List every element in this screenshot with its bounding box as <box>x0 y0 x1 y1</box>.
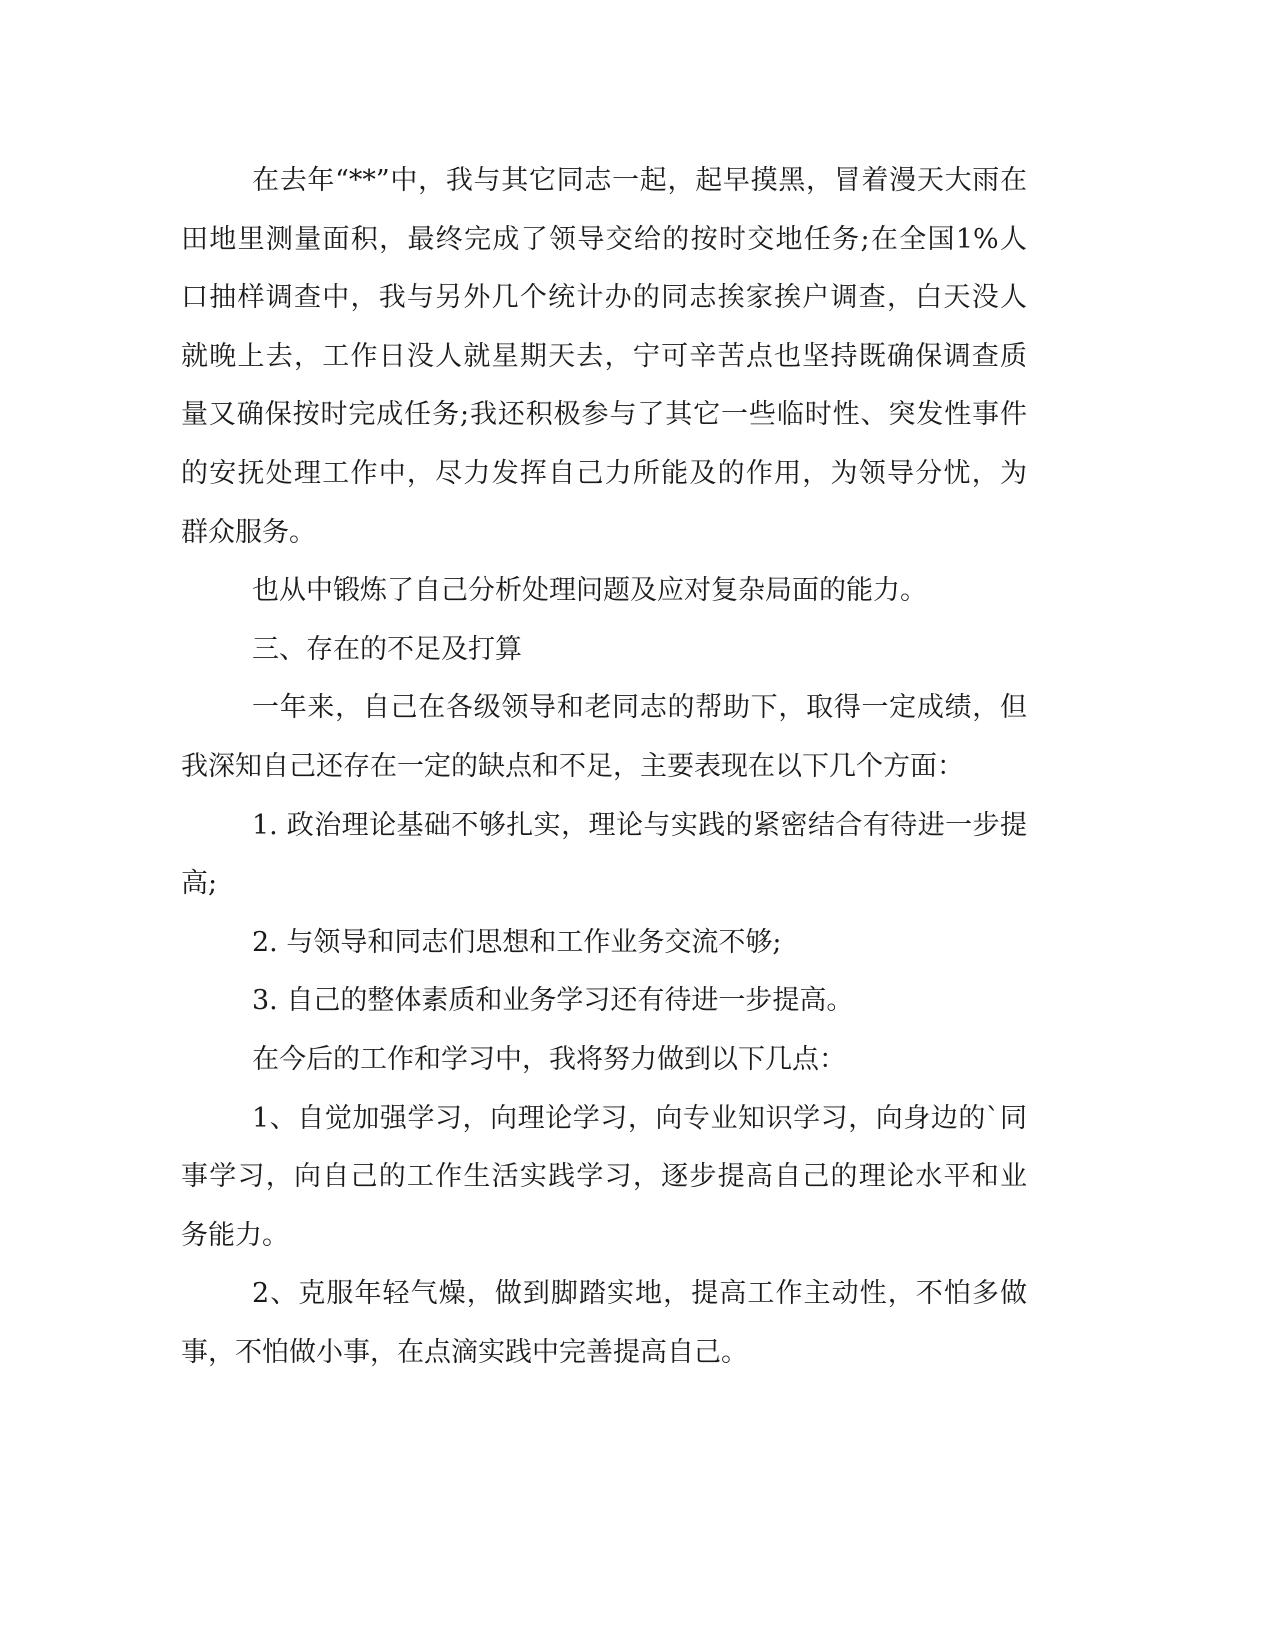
text-line: 一年来，自己在各级领导和老同志的帮助下，取得一定成绩，但 <box>252 692 1027 724</box>
text-line: 就晚上去，工作日没人就星期天去，宁可辛苦点也坚持既确保调查质 <box>181 340 1027 372</box>
text-line: 口抽样调查中，我与另外几个统计办的同志挨家挨户调查，白天没人 <box>181 282 1027 314</box>
text-line: 群众服务。 <box>181 516 316 548</box>
text-line: 的安抚处理工作中，尽力发挥自己力所能及的作用，为领导分忧，为 <box>181 457 1027 489</box>
text-line: 事学习，向自己的工作生活实践学习，逐步提高自己的理论水平和业 <box>181 1161 1027 1193</box>
text-line: 3. 自己的整体素质和业务学习还有待进一步提高。 <box>252 985 854 1017</box>
text-line: 我深知自己还存在一定的缺点和不足，主要表现在以下几个方面： <box>181 750 964 782</box>
text-line: 在今后的工作和学习中，我将努力做到以下几点： <box>252 1043 846 1075</box>
text-line: 1、自觉加强学习，向理论学习，向专业知识学习，向身边的`同 <box>252 1102 1027 1134</box>
text-line: 1. 政治理论基础不够扎实，理论与实践的紧密结合有待进一步提 <box>252 809 1027 841</box>
text-line: 三、存在的不足及打算 <box>252 633 522 665</box>
document-body <box>181 152 1027 1382</box>
text-line: 田地里测量面积，最终完成了领导交给的按时交地任务;在全国1%人 <box>181 223 1027 255</box>
text-line: 事，不怕做小事，在点滴实践中完善提高自己。 <box>181 1336 748 1368</box>
text-line: 2. 与领导和同志们思想和工作业务交流不够; <box>252 926 782 958</box>
text-line: 2、克服年轻气燥，做到脚踏实地，提高工作主动性，不怕多做 <box>252 1278 1027 1310</box>
text-line: 在去年“**”中，我与其它同志一起，起早摸黑，冒着漫天大雨在 <box>252 165 1027 196</box>
text-line: 量又确保按时完成任务;我还积极参与了其它一些临时性、突发性事件 <box>181 399 1027 431</box>
text-line: 高; <box>181 868 218 900</box>
text-line: 也从中锻炼了自己分析处理问题及应对复杂局面的能力。 <box>252 575 927 607</box>
text-line: 务能力。 <box>181 1219 289 1251</box>
